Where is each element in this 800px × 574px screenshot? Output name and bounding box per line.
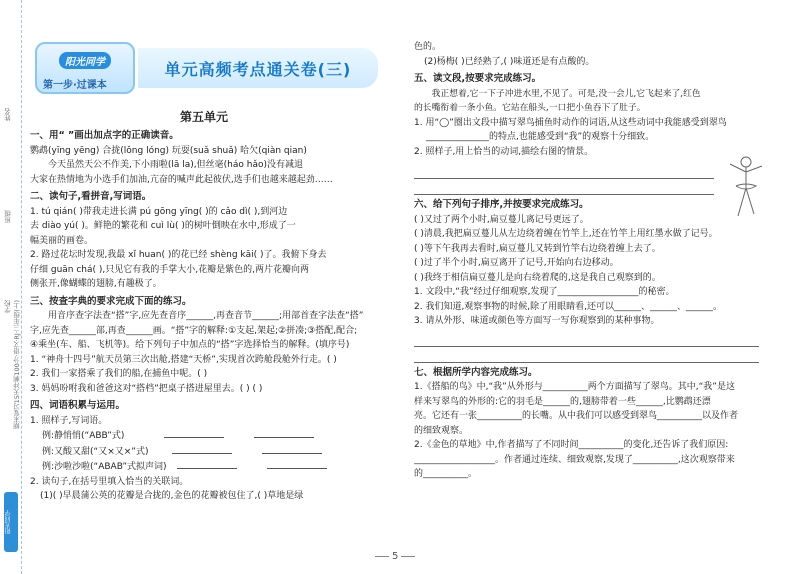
- series-label: 期末复习15天冲刺100分·语文·RJ·三年级(上): [13, 300, 21, 430]
- step-badge: [35, 42, 135, 94]
- s6-line-5: ( )我终于相信扁豆蔓儿是向右绕着爬的,这是我自己观察到的。: [414, 272, 661, 283]
- s6-line-2: ( )清晨,我把扁豆蔓儿从左边绕着缠在竹竿上,还在竹竿上用红墨水做了记号。: [414, 229, 718, 239]
- s7-q2-b: __________________。作者通过连续、细致观察,发现了__________,这次观察带来: [414, 454, 735, 465]
- s2-q1-c: 幅美丽的画卷。: [30, 235, 94, 246]
- s7-q1-c: 亮。它还有一张__________的长嘴。从中我们可以感受到翠鸟__________以及作者: [414, 411, 739, 421]
- section-6-title: 六、给下列句子排序,并按要求完成练习。: [414, 199, 589, 210]
- s7-q2-c: 的__________。: [414, 469, 478, 479]
- s6-line-4: ( )过了半个小时,扁豆离开了记号,开始向右边移动。: [414, 258, 619, 268]
- s3-q1: 1. “神舟十四号”航天员第三次出舱,搭建“天桥”,实现首次跨舱段舱外行走。( ): [30, 354, 337, 365]
- page-number: 5: [392, 551, 399, 562]
- s4-q2-a: (1)( )早晨蒲公英的花瓣是合拢的,金色的花瓣被包住了,( )草地是绿: [40, 491, 304, 501]
- ballet-dancer-illustration: [726, 152, 766, 222]
- s2-q2-c: 侧张开,像蝴蝶的翅膀,有趣极了。: [30, 279, 162, 289]
- unit-title: 第五单元: [180, 110, 229, 124]
- page-title: 单元高频考点通关卷(三): [164, 59, 352, 79]
- s6-q3: 3. 请从外形、味道或颜色等方面写一写你观察到的某种事物。: [414, 316, 660, 326]
- s3-para-1: 用音序查字法查“搭”字,应先查音序______,再查音节______;用部首查字法查“搭”: [48, 311, 364, 321]
- s4-example-3: 例:沙啦沙啦(“ABAB”式拟声词): [30, 459, 390, 475]
- right-column: [414, 40, 779, 482]
- s2-q1-a: 1. tú qián( )带我走进长满 pú gōng yīng( )的 cǎo dì( ),到河边: [30, 206, 288, 217]
- s3-para-2: 字,应先查______部,再查______画。“搭”字的解释:①支起,架起;②拼凑;③搭配,配合;: [30, 325, 358, 336]
- s6-q1: 1. 文段中,“我”经过仔细观察,发现了__________________的秘密。: [414, 287, 675, 297]
- answer-line[interactable]: [414, 333, 759, 347]
- s1-line-1: 鹦鹉(yīng yēng) 合拢(lǒng lóng) 玩耍(suǎ shuǎ) 哈欠(qiàn qian): [30, 145, 307, 156]
- s4-q2: 2. 读句子,在括号里填入恰当的关联词。: [30, 476, 189, 487]
- answer-line[interactable]: [414, 165, 714, 179]
- title-banner: [138, 48, 378, 88]
- left-column: [30, 126, 390, 504]
- s5-q1-a: 1. 用“◯”圈出文段中描写翠鸟捕鱼时动作的词语,从这些动词中我能感受到翠鸟: [414, 117, 727, 128]
- section-4-title: 四、词语积累与运用。: [30, 400, 126, 411]
- s7-q1-b: 样来写翠鸟的外形的:它的羽毛是______的,翅膀带着一些______,比鹦鹉还漂: [414, 396, 711, 407]
- section-7-title: 七、根据所学内容完成练习。: [414, 366, 538, 378]
- s5-q1-b: ______________的特点,也能感受到“我”的观察十分细致。: [426, 132, 655, 142]
- section-1-title: 一、用“ ”画出加点字的正确读音。: [30, 130, 179, 141]
- r-line-1: 色的。: [414, 42, 442, 52]
- s6-line-3: ( )等下午我再去看时,扁豆蔓儿又转到竹竿右边绕着缠上去了。: [414, 243, 661, 254]
- answer-line[interactable]: [414, 349, 759, 363]
- s4-example-1: 例:静悄悄(“ABB”式): [30, 428, 390, 444]
- s5-q2: 2. 照样子,用上恰当的动词,描绘右图的情景。: [414, 146, 594, 157]
- brand-name: 阳光同学: [59, 52, 111, 69]
- binding-strip: [0, 0, 22, 574]
- s4-example-2: 例:又酸又甜(“又×又×”式): [30, 444, 390, 460]
- page-footer: [372, 551, 418, 562]
- section-2-title: 二、读句子,看拼音,写词语。: [30, 191, 152, 202]
- s3-q3: 3. 妈妈吩咐我和爸爸这对“搭档”把桌子搭进屋里去。( ) ( ): [30, 383, 263, 394]
- school-label: 学校: [4, 300, 12, 313]
- s6-q2: 2. 我们知道,观察事物的时候,除了用眼睛看,还可以______、______、______。: [414, 301, 723, 312]
- s6-line-1: ( )又过了两个小时,扁豆蔓儿离记号更远了。: [414, 214, 589, 225]
- s7-q2-a: 2.《金色的草地》中,作者描写了不同时间__________的变化,还告诉了我们原因:: [414, 440, 729, 450]
- r-line-2: (2)杨梅( )已经熟了,( )味道还是有点酸的。: [424, 56, 595, 67]
- s3-q2: 2. 我们一家搭乘了我们的船,在捕鱼中呢。( ): [30, 369, 208, 379]
- s1-line-3: 大家在热情地为小选手们加油,亢奋的喊声此起彼伏,选手们也越来越起劲……: [30, 174, 333, 185]
- s7-q1-d: 的细致观察。: [414, 425, 469, 436]
- brand-logo: 阳光同学: [4, 492, 18, 552]
- name-label: 姓名: [4, 108, 12, 121]
- s2-q2-b: 仔细 guān chá( ),只见它有我的手掌大小,花瓣是紫色的,两片花瓣向两: [30, 264, 309, 275]
- narrative-1: 我正想着,它一下子冲进水里,不见了。可是,没一会儿,它飞起来了,红色: [431, 88, 701, 99]
- step-label: 第一步·过课本: [43, 80, 107, 91]
- section-3-title: 三、按查字典的要求完成下面的练习。: [30, 295, 192, 307]
- section-5-title: 五、读文段,按要求完成练习。: [414, 73, 542, 84]
- s2-q2-a: 2. 路过花坛时发现,我最 xǐ huan( )的花已经 shèng kāi( )了。我俯下身去: [30, 250, 327, 260]
- s4-q1: 1. 照样子,写词语。: [30, 415, 108, 426]
- class-label: 班级: [4, 210, 12, 223]
- s7-q1-a: 1.《搭船的鸟》中,“我”从外形与__________两个方面描写了翠鸟。其中,“我”是这: [414, 382, 735, 392]
- narrative-2: 的长嘴衔着一条小鱼。它站在船头,一口把小鱼吞下了肚子。: [414, 103, 646, 113]
- answer-line[interactable]: [414, 181, 714, 195]
- s2-q1-b: 去 diào yú( )。鲜艳的繁花和 cuì lù( )的树叶倒映在水中,形成了一: [30, 221, 296, 231]
- s1-line-2: 今天虽然天公不作美,下小雨啦(lā la),但丝毫(háo hǎo)没有减退: [48, 160, 303, 170]
- s3-para-3: ④乘坐(车、船、飞机等)。给下列句子中加点的“搭”字选择恰当的解释。(填序号): [30, 340, 350, 350]
